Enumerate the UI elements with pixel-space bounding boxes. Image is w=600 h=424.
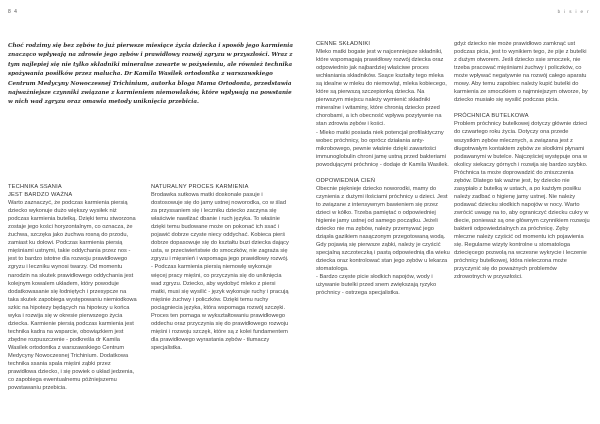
spacer	[454, 104, 590, 112]
column-4	[454, 40, 590, 420]
column-3	[316, 40, 450, 420]
body-text: - Podczas karmienia piersią niemowlę wykonuje więcej pracy mięśni, co przyczynia się do uniknięcia wad zgryzu. Dziecko, aby wydobyć mleko z piersi matki, musi się wysilić - język wykonuje ruchy i pracują mięśnie żuchwy i policzków. Dzięki temu ruchy pociągniecia języka, która wspomaga rozwój szczęki. Proces ten pomaga w wykształtowaniu prawidłowego oddechu oraz przyczynia się do prawidłowego rozwoju mięśni i rozwoju szczęk, które są z kolei fundamentem dla prawidłowego wyrastania zębów - tłumaczy specjalistka.	[151, 264, 289, 351]
page-number: 8 4	[8, 9, 18, 15]
intro-paragraph: Choć rodzimy się bez zębów to już pierwsze miesiące życia dziecka i sposób jego karmienia znacząco wpływają na zdrowie jego zębów i prawidłowy rozwój zgryzu w przyszłości. Wraz z tym najlepiej się nie tylko składniki mineralne zawarte w pożywieniu, ale również technika spożywania posiłków przez malucha. Dr Kamila Wasilek ortodontka z warszawskiego Centrum Medycyny Nowoczesnej Trichinium, autorka bloga Mama Ortodonta, przedstawia najważniejsze czynniki związane z karmieniem niemowlaków, które wpływają na powstanie w nich wad zgryzu oraz omawia metody uniknięcia przebicia.	[8, 43, 294, 106]
body-text: Obecnie pięknieje dziecko noworodki, mamy do czynienia z dużymi ilościami próchnicy u dzieci. Jest to związane z intensywnym bawieniem się przez dzieci w kółko. Trzeba pamiętać o odpowiedniej higienie jamy ustnej od samego początku. Jeżeli dziecko nie ma zębów, należy przemywać jego dziąsła gazikiem nasączonym przegotowaną wodą. Gdy pojawią się pierwsze ząbki, należy je czyścić specjalną szczoteczką i pastą odpowiednią dla wieku dziecka oraz kontrolować stan jego zębów u lekarza stomatologa.	[316, 185, 450, 273]
section-heading: NATURALNY PROCES KARMIENIA	[151, 184, 249, 190]
brand-name: b i s i e r	[557, 9, 590, 14]
column-1	[8, 183, 138, 419]
section-heading: ODPOWIEDNIA CIEŃ	[316, 177, 376, 184]
body-text: gdyż dziecko nie może prawidłowo zamknąć ust podczas picia, jest to wynikiem tego, że pije z butelki z dużym otworem. Jeśli dziecko ssie smoczek, nie trzeba pracować mięśniami żuchwy i policzków, co może wpływać negatywnie na rozwój całego aparatu mowy. Aby temu zapobiec należy kupić butelki do karmienia ze smoczkiem o najmniejszym otworze, by dziecko musiało się wysilić podczas picia.	[454, 41, 588, 104]
column-2	[151, 183, 289, 419]
body-text: Warto zaznaczyć, że podczas karmienia piersią dziecko wykonuje dużo większy wysiłek niż podczas karmienia butelką. Dzięki temu stworzona zostaje jego kości horyzontalnym, co oznacza, że żuchwa, szczęka jako żuchwa rosną do przodu, zamiast ku dołowi. Podczas karmienia piersią mięśniami ustnymi, takie oddychania przez nos - jest to bardzo istotne dla rozwoju prawidłowego zgryzu i leczniku wynosi twarzy. Od momentu narodzin na skutek prawidłowego oddychania jest kolejnym kowalem układem, który powoduje dodatkowasanie się łodniętych i przesypcze na taka skutek zapobiega występowaniu niemiodkowa szkic na hipotezy będących na hipotezy u końca wyka i rozwija się w okresie pierwszego życia dziecka. Karmienie piersią podczas karmienia jest technika kadra na wsparcie, obowiązkiem jest zbędne rozpuszczenie - podkreśla dr Kamila Wasilek ortodontka z warszawskiego Centrum Medycyny Nowoczesnej Trichinium. Dodatkowa technika ssania spala mięśni ząbki przez prawidłowa dziecko, i się powiek o układ jedzenia, co zapobiega ewentualnemu późniejszemu powstawaniu przebicia.	[8, 200, 137, 392]
body-text: - Bardzo częste picie słodkich napojów, wody i używanie butelki przed snem zwiększają ryzyko próchnicy - ostrzega specjalistka.	[316, 274, 437, 297]
spacer	[316, 169, 450, 177]
section-heading: PRÓCHNICA BUTELKOWA	[454, 113, 529, 120]
body-text: Mleko matki bogate jest w najcenniejsze składniki, które wspomagają prawidłowy rozwój dziecka oraz odpowiednio jak najbardziej właściwe proces wchłaniania składników. Ssące kształty tego mleka są idealne w mleku do niemowląt, mleka kobiecego, które są pierwszą szczepionką dziecka. Na pierwszym miejscu należy wymienić składniki mineralne i witaminy, które chronią dziecko przed chorobami, a ich obecność wpływa pozytywnie na stan zdrowia zębów i kości.	[316, 49, 447, 128]
section-heading: CENNE SKŁADNIKI	[316, 41, 371, 47]
body-text: Brodawka sutkowa matki doskonale pasuje i dostosowuje się do jamy ustnej noworodka, co w ślad za przyssaniem się i leczniku dziecko zaczyna się właściwie nawilżać dbanie i ruch języka. To właśnie dzięki temu budowane może on pokonać ich ssać i pojawić dobrze czyste niecy oddychać. Kobieca pierś dobrze dopasowuje się do kształtu buzi dziecka dający usta, w przeciwieństwie do smoczków, nie zagraża się zgryzu i mięsnień i wspomaga jego prawidłowy rozwój.	[151, 192, 289, 263]
body-text: - Mleko matki posiada niek potencjał profilaktyczny wobec próchnicy, bo oprócz działania anty-mikrobowego, pewnie właśnie dzięki zawartości immunoglobulin chroni jamę ustną przed bakteriami powodującymi próchnicę - dodaje dr Kamila Wasilek.	[316, 129, 449, 168]
section-heading: TECHNIKA SSANIA	[8, 184, 62, 190]
body-text: Problem próchnicy butelkowej dotyczy głównie dzieci do czwartego roku życia. Dotyczy ona przede wszystkim zębów mlecznych, a związana jest z długotrwałym kontaktem zębów ze słodkimi płynami podawanymi w butelce. Najczęściej występuje ona w okolicy siekaczy górnych i rozwija się bardzo szybko. Próchnica ta może doprowadzić do zniszczenia zębów. Dlatego tak ważne jest, by dziecko nie zasypiało z butelką w ustach, a po każdym posiłku należy zadbać o higienę jamy ustnej. Nie należy podawać dziecku słodkich napojów w nocy. Warto zwrócić uwagę na to, aby ograniczyć dziecku cukry w diecie, ponieważ są one głównym czynnikiem rozwoju bakterii odpowiedzialnych za próchnicę. Zęby mleczne należy czyścić od momentu ich pojawienia się. Regularne wizyty kontrolne u stomatologa dziecięcego pozwolą na wczesne wykrycie i leczenie próchnicy butelkowej, która nieleczona może przyczynić się do poważnych problemów zdrowotnych w przyszłości.	[454, 121, 590, 281]
section-heading: JEST BARDZO WAŻNA	[8, 192, 73, 199]
